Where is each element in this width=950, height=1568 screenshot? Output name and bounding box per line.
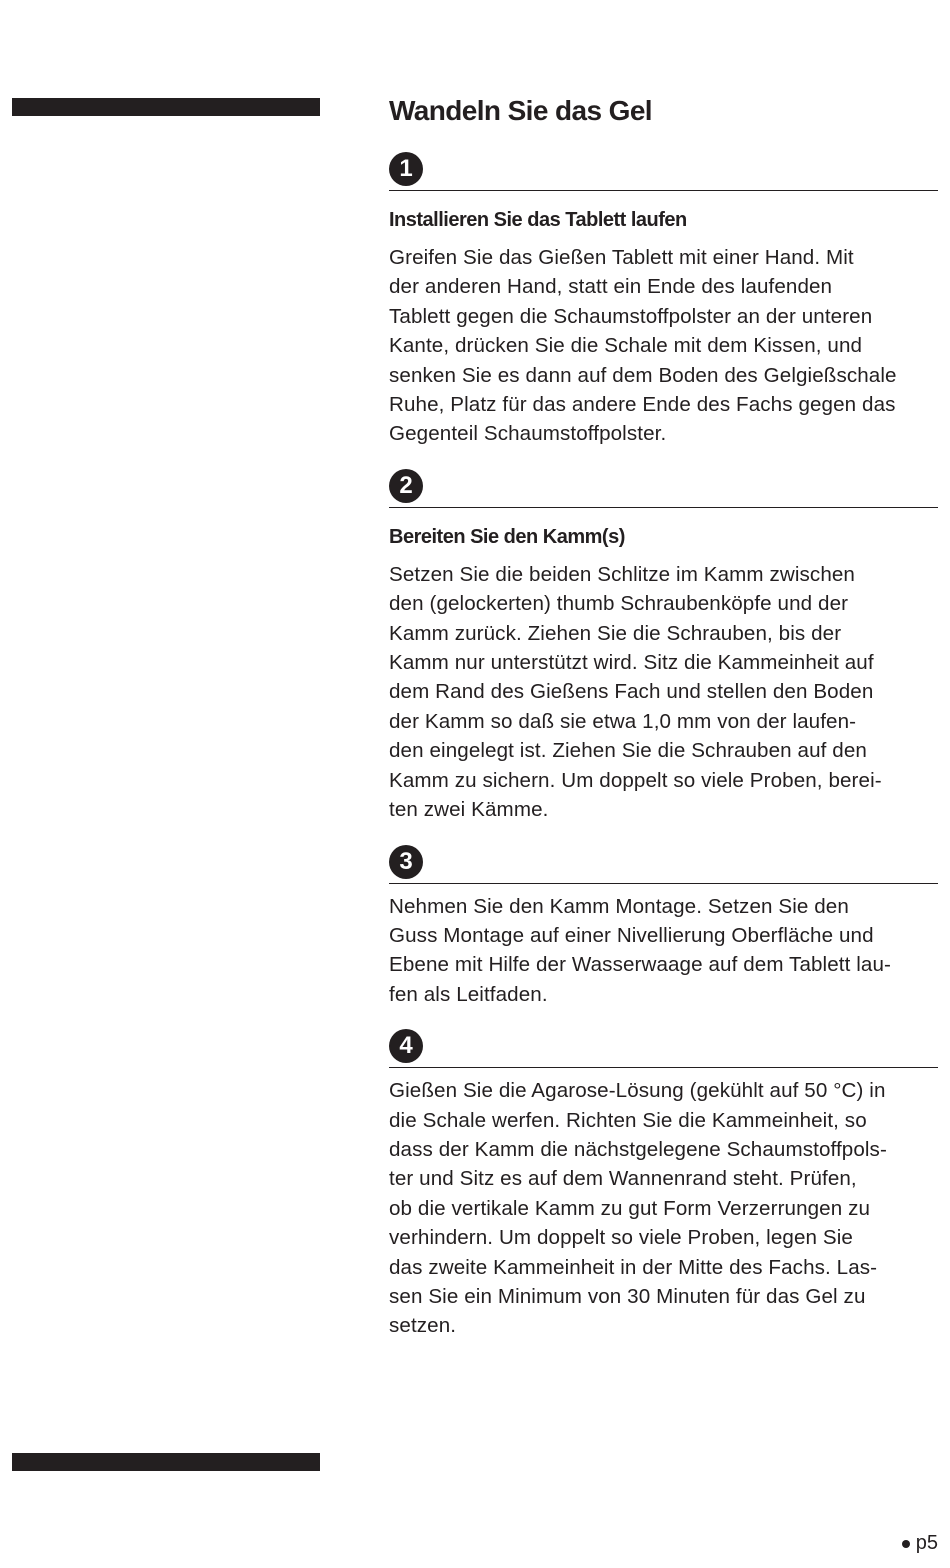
step-number-badge: 1 xyxy=(389,152,423,186)
page-number xyxy=(902,1532,938,1555)
step-text xyxy=(389,892,938,1010)
text-line: Ebene mit Hilfe der Wasserwaage auf dem Tablett lau- xyxy=(389,953,891,977)
step-2 xyxy=(389,467,938,825)
text-line: senken Sie es dann auf dem Boden des Gelgießschale xyxy=(389,363,897,387)
step-header xyxy=(389,467,938,508)
page-number-label: p5 xyxy=(915,1532,938,1554)
text-line: der Kamm so daß sie etwa 1,0 mm von der laufen- xyxy=(389,709,857,733)
step-number-badge: 2 xyxy=(389,469,423,503)
step-4 xyxy=(389,1027,938,1341)
text-line: dass der Kamm die nächstgelegene Schaumstoffpols- xyxy=(389,1137,887,1161)
text-line: dem Rand des Gießens Fach und stellen den Boden xyxy=(389,680,874,704)
text-line: den eingelegt ist. Ziehen Sie die Schrauben auf den xyxy=(389,739,867,763)
text-line: der anderen Hand, statt ein Ende des laufenden xyxy=(389,275,833,299)
text-line: Nehmen Sie den Kamm Montage. Setzen Sie den xyxy=(389,894,849,918)
step-1 xyxy=(389,150,938,449)
step-number-badge: 4 xyxy=(389,1029,423,1063)
text-line: Ruhe, Platz für das andere Ende des Fachs gegen das xyxy=(389,393,896,417)
step-heading: Installieren Sie das Tablett laufen xyxy=(389,209,687,231)
text-line: Kamm nur unterstützt wird. Sitz die Kammeinheit auf xyxy=(389,651,874,675)
text-line: ten zwei Kämme. xyxy=(389,798,549,822)
text-line: Greifen Sie das Gießen Tablett mit einer Hand. Mit xyxy=(389,246,854,269)
step-3 xyxy=(389,843,938,1010)
bottom-side-bar xyxy=(12,1453,320,1471)
step-text xyxy=(389,560,938,825)
text-line: Setzen Sie die beiden Schlitze im Kamm zwischen xyxy=(389,562,855,586)
step-text xyxy=(389,243,938,449)
text-line: Kante, drücken Sie die Schale mit dem Kissen, und xyxy=(389,334,863,358)
text-line: das zweite Kammeinheit in der Mitte des Fachs. Las- xyxy=(389,1255,878,1279)
step-header xyxy=(389,843,938,884)
text-line: Kamm zu sichern. Um doppelt so viele Proben, berei- xyxy=(389,768,882,792)
text-line: Tablett gegen die Schaumstoffpolster an der unteren xyxy=(389,304,873,328)
text-line: Gegenteil Schaumstoffpolster. xyxy=(389,422,667,446)
step-header xyxy=(389,150,938,191)
text-line: setzen. xyxy=(389,1314,457,1338)
step-header xyxy=(389,1027,938,1068)
text-line: fen als Leitfaden. xyxy=(389,982,548,1006)
step-heading: Bereiten Sie den Kamm(s) xyxy=(389,525,625,548)
text-line: ter und Sitz es auf dem Wannenrand steht. Prüfen, xyxy=(389,1167,857,1191)
text-line: Kamm zurück. Ziehen Sie die Schrauben, bis der xyxy=(389,621,842,645)
bullet-dot-icon xyxy=(902,1540,910,1548)
text-line: Guss Montage auf einer Nivellierung Oberfläche und xyxy=(389,923,874,947)
text-line: sen Sie ein Minimum von 30 Minuten für das Gel zu xyxy=(389,1284,866,1308)
text-line: ob die vertikale Kamm zu gut Form Verzerrungen zu xyxy=(389,1196,871,1220)
step-text xyxy=(389,1076,938,1341)
page-title: Wandeln Sie das Gel xyxy=(389,95,652,126)
step-number-badge: 3 xyxy=(389,845,423,879)
top-side-bar xyxy=(12,98,320,116)
main-content xyxy=(389,92,938,1359)
text-line: die Schale werfen. Richten Sie die Kammeinheit, so xyxy=(389,1108,867,1132)
text-line: verhindern. Um doppelt so viele Proben, legen Sie xyxy=(389,1226,853,1250)
text-line: Gießen Sie die Agarose-Lösung (gekühlt auf 50 °C) in xyxy=(389,1079,886,1103)
text-line: den (gelockerten) thumb Schraubenköpfe und der xyxy=(389,592,849,616)
